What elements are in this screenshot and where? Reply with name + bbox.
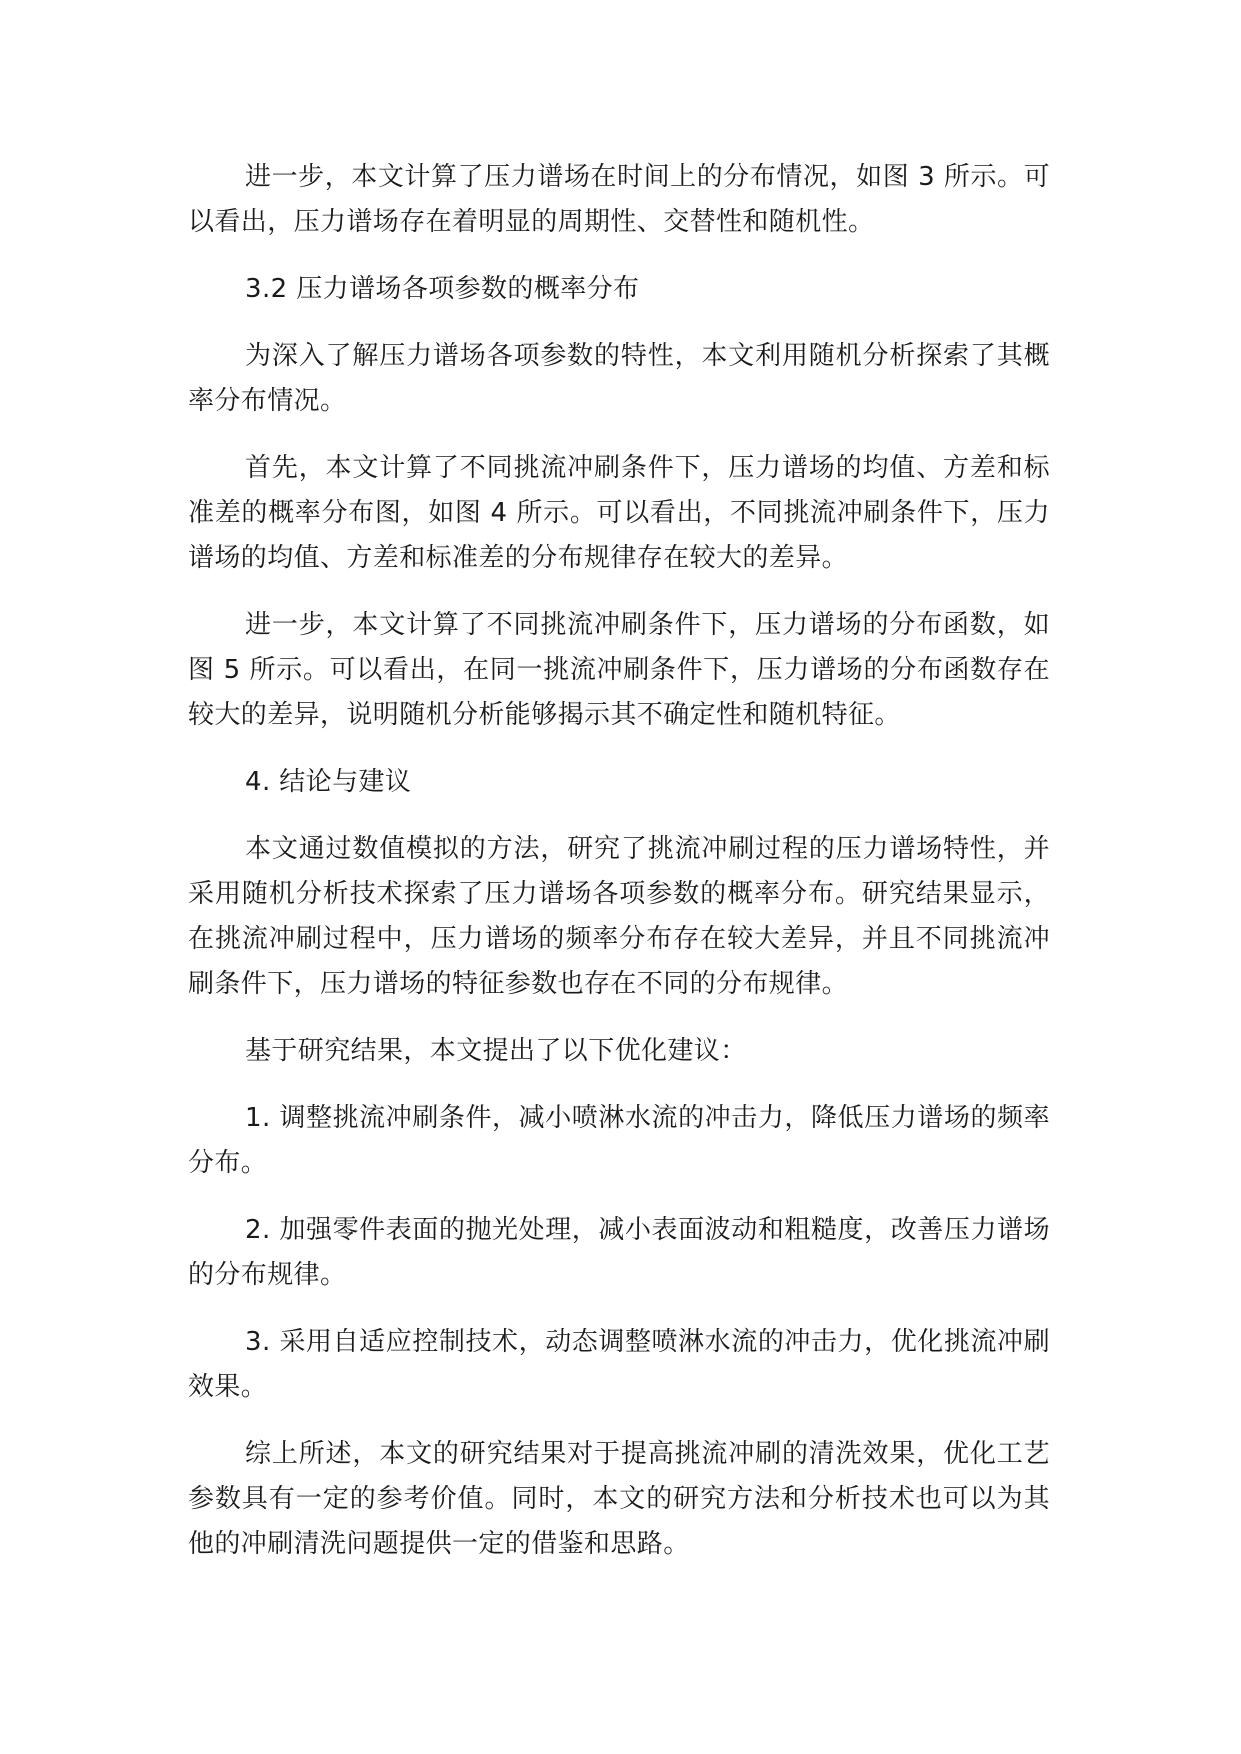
- document-body: [188, 155, 1050, 1589]
- paragraph-figure-4: 首先，本文计算了不同挑流冲刷条件下，压力谱场的均值、方差和标准差的概率分布图，如图 4 所示。可以看出，不同挑流冲刷条件下，压力谱场的均值、方差和标准差的分布规律存在较大的差异。: [188, 453, 1050, 573]
- list-item-suggestion-1: 1. 调整挑流冲刷条件，减小喷淋水流的冲击力，降低压力谱场的频率分布。: [188, 1103, 1050, 1178]
- paragraph-summary: 综上所述，本文的研究结果对于提高挑流冲刷的清洗效果，优化工艺参数具有一定的参考价值。同时，本文的研究方法和分析技术也可以为其他的冲刷清洗问题提供一定的借鉴和思路。: [188, 1439, 1050, 1559]
- paragraph-probability-intro: 为深入了解压力谱场各项参数的特性，本文利用随机分析探索了其概率分布情况。: [188, 341, 1050, 416]
- paragraph-figure-5: 进一步，本文计算了不同挑流冲刷条件下，压力谱场的分布函数，如图 5 所示。可以看出，在同一挑流冲刷条件下，压力谱场的分布函数存在较大的差异，说明随机分析能够揭示其不确定性和随机特征。: [188, 610, 1050, 730]
- section-heading-3-2: 3.2 压力谱场各项参数的概率分布: [245, 274, 640, 304]
- paragraph-time-distribution: 进一步，本文计算了压力谱场在时间上的分布情况，如图 3 所示。可以看出，压力谱场存在着明显的周期性、交替性和随机性。: [188, 162, 1050, 237]
- section-heading-4: 4. 结论与建议: [245, 767, 412, 797]
- list-item-suggestion-2: 2. 加强零件表面的抛光处理，减小表面波动和粗糙度，改善压力谱场的分布规律。: [188, 1215, 1050, 1290]
- paragraph-conclusion: 本文通过数值模拟的方法，研究了挑流冲刷过程的压力谱场特性，并采用随机分析技术探索了压力谱场各项参数的概率分布。研究结果显示，在挑流冲刷过程中，压力谱场的频率分布存在较大差异，并且不同挑流冲刷条件下，压力谱场的特征参数也存在不同的分布规律。: [188, 834, 1050, 999]
- list-item-suggestion-3: 3. 采用自适应控制技术，动态调整喷淋水流的冲击力，优化挑流冲刷效果。: [188, 1327, 1050, 1402]
- paragraph-suggestions-intro: 基于研究结果，本文提出了以下优化建议：: [245, 1036, 747, 1066]
